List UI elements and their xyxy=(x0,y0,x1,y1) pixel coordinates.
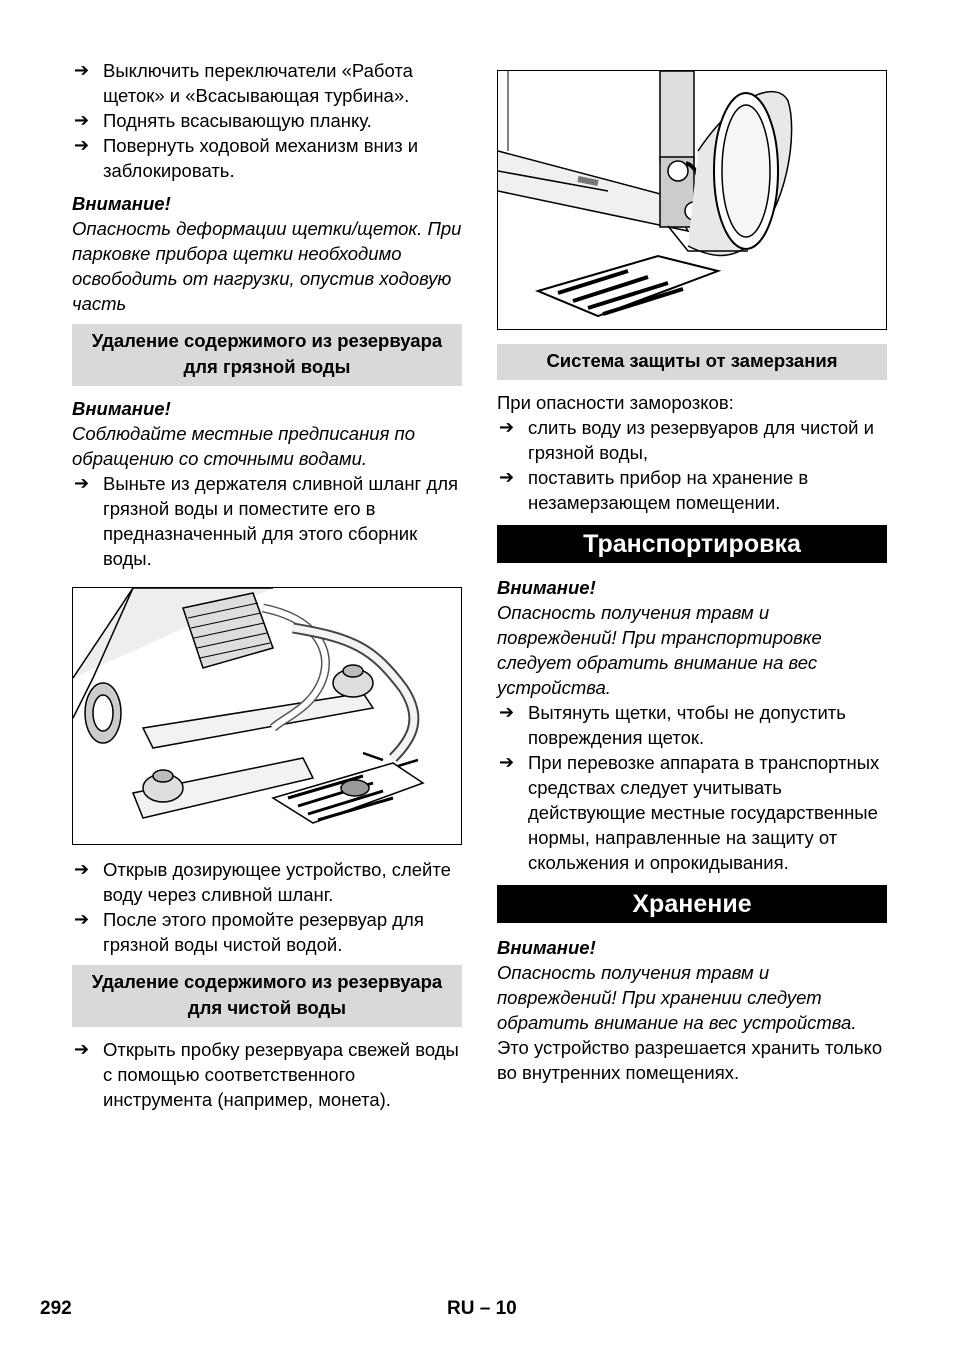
arrow-right-icon: ➔ xyxy=(74,110,90,130)
drain-hose-illustration xyxy=(73,588,461,844)
section-heading-frost: Система защиты от замерзания xyxy=(497,344,887,380)
arrow-right-icon: ➔ xyxy=(499,417,515,437)
frost-intro: При опасности заморозков: xyxy=(497,392,734,413)
list-item: ➔ Открыв дозирующее устройство, слейте воду через сливной шланг. xyxy=(74,859,451,905)
arrow-right-icon: ➔ xyxy=(499,752,515,772)
figure-drain-hose xyxy=(72,587,462,845)
warning-text: Опасность деформации щетки/щеток. При парковке прибора щетки необходимо освободить от нагрузки, опустив ходовую часть xyxy=(72,218,462,314)
list-item: ➔ поставить прибор на хранение в незамерзающем помещении. xyxy=(499,467,809,513)
arrow-right-icon: ➔ xyxy=(74,909,90,929)
arrow-right-icon: ➔ xyxy=(74,859,90,879)
warning-text: Соблюдайте местные предписания по обращению со сточными водами. xyxy=(72,423,416,469)
arrow-right-icon: ➔ xyxy=(74,60,90,80)
left-column xyxy=(72,58,462,1112)
section-heading-transport: Транспортировка xyxy=(497,525,887,563)
drain-plug-illustration xyxy=(498,71,886,329)
page-number: 292 xyxy=(40,1298,72,1319)
warning-text: Опасность получения травм и повреждений! При транспортировке следует обратить внимание на вес устройства. xyxy=(497,602,822,698)
right-column xyxy=(497,70,887,1085)
list-item: ➔ Выньте из держателя сливной шланг для грязной воды и поместите его в предназначенный для этого сборник воды. xyxy=(74,473,459,569)
list-item: ➔ Поднять всасывающую планку. xyxy=(74,110,372,131)
section-heading-storage: Хранение xyxy=(497,885,887,923)
list-item: ➔ слить воду из резервуаров для чистой и грязной воды, xyxy=(499,417,874,463)
arrow-right-icon: ➔ xyxy=(74,473,90,493)
warning-title: Внимание! xyxy=(497,937,596,958)
language-page-label: RU – 10 xyxy=(447,1298,517,1319)
warning-text: Опасность получения травм и повреждений! При хранении следует обратить внимание на вес устройства. xyxy=(497,962,857,1033)
section-heading-dirty-water: Удаление содержимого из резервуара для грязной воды xyxy=(72,324,462,386)
arrow-right-icon: ➔ xyxy=(499,467,515,487)
warning-title: Внимание! xyxy=(72,398,171,419)
list-item: ➔ Выключить переключатели «Работа щеток» и «Всасывающая турбина». xyxy=(74,60,413,106)
arrow-right-icon: ➔ xyxy=(74,1039,90,1059)
warning-title: Внимание! xyxy=(497,577,596,598)
list-item: ➔ Повернуть ходовой механизм вниз и заблокировать. xyxy=(74,135,419,181)
section-heading-clean-water: Удаление содержимого из резервуара для чистой воды xyxy=(72,965,462,1027)
list-item: ➔ Вытянуть щетки, чтобы не допустить повреждения щеток. xyxy=(499,702,846,748)
list-item: ➔ Открыть пробку резервуара свежей воды с помощью соответственного инструмента (например, монета). xyxy=(74,1039,459,1110)
list-item: ➔ После этого промойте резервуар для грязной воды чистой водой. xyxy=(74,909,424,955)
list-item: ➔ При перевозке аппарата в транспортных средствах следует учитывать действующие местные государственные нормы, направленные на защиту от скольжения и опрокидывания. xyxy=(499,752,880,873)
figure-drain-plug xyxy=(497,70,887,330)
arrow-right-icon: ➔ xyxy=(499,702,515,722)
warning-title: Внимание! xyxy=(72,193,171,214)
bullet-list-top xyxy=(72,58,462,183)
arrow-right-icon: ➔ xyxy=(74,135,90,155)
storage-text: Это устройство разрешается хранить только во внутренних помещениях. xyxy=(497,1037,883,1083)
